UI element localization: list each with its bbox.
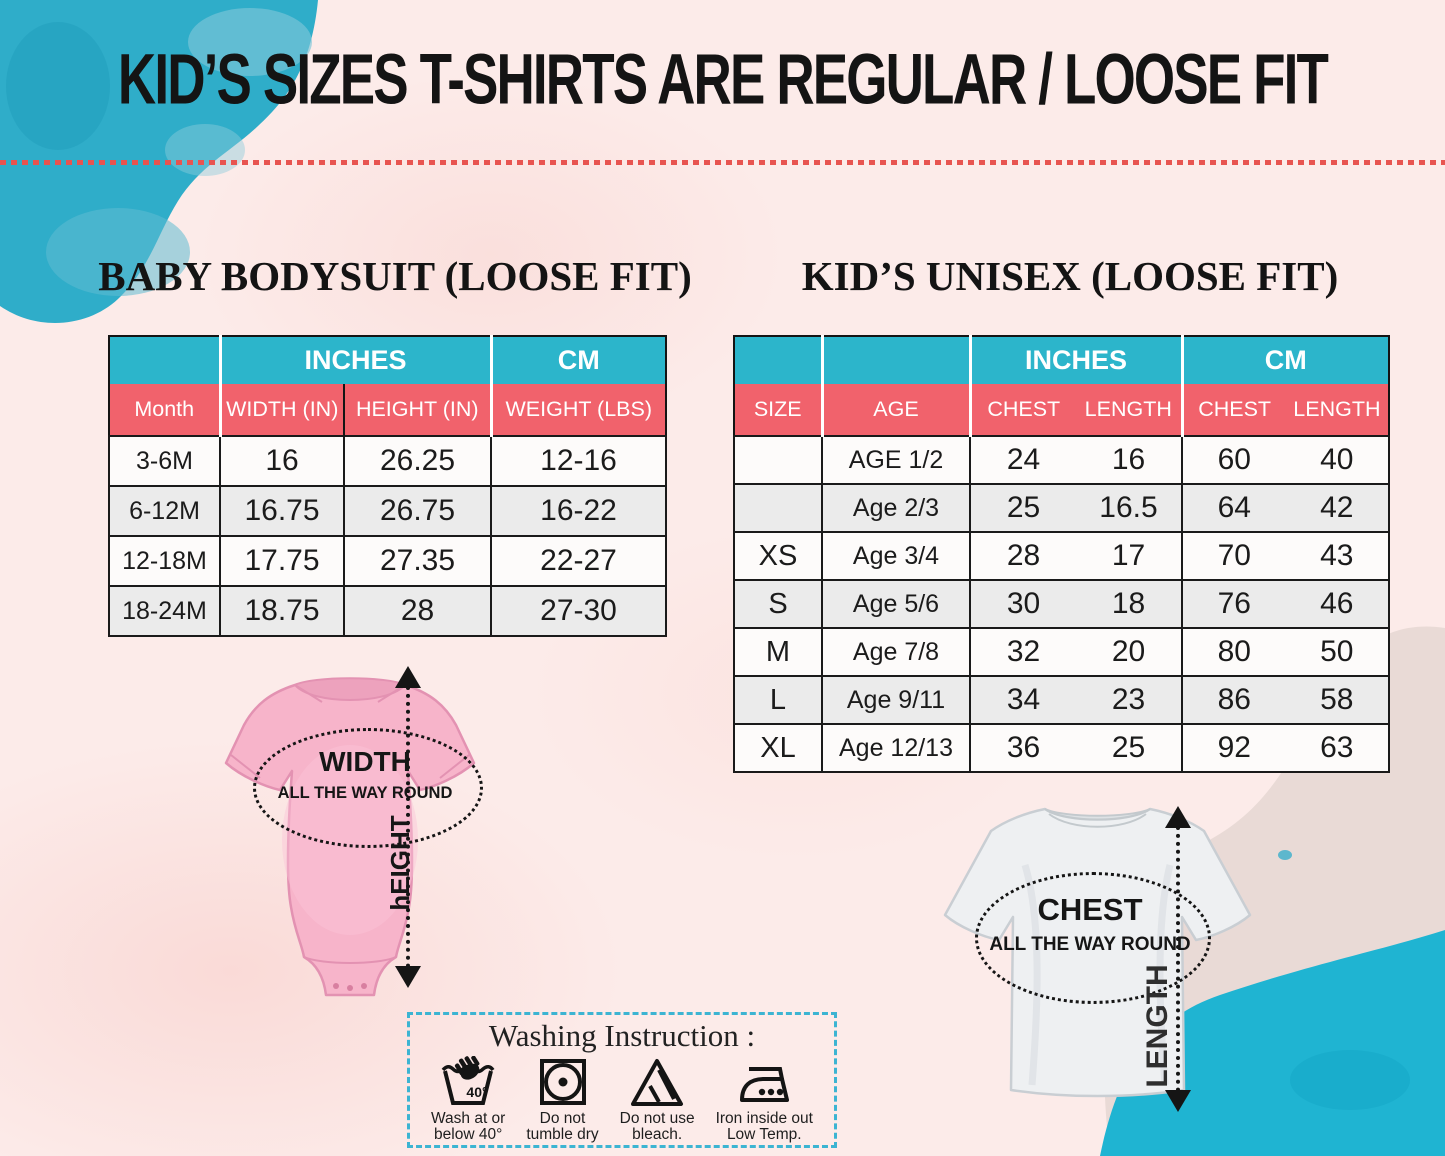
table-column-header-row bbox=[109, 384, 666, 436]
chest-label: CHEST bbox=[1037, 892, 1143, 927]
cell-width: 16.75 bbox=[220, 486, 344, 536]
cell-weight: 22-27 bbox=[491, 536, 666, 586]
cell-month: 3-6M bbox=[109, 436, 220, 486]
wash-label: bleach. bbox=[632, 1126, 683, 1144]
washing-icons-row bbox=[410, 1056, 834, 1144]
cell-weight: 16-22 bbox=[491, 486, 666, 536]
cell-size: L bbox=[734, 676, 822, 724]
cell-length-in: 18 bbox=[1111, 587, 1146, 620]
table-row bbox=[109, 586, 666, 636]
cell-size: S bbox=[734, 580, 822, 628]
blank-header-cell bbox=[822, 336, 970, 384]
table-row bbox=[734, 484, 1389, 532]
cell-weight: 12-16 bbox=[491, 436, 666, 486]
cell-chest-cm: 64 bbox=[1217, 491, 1251, 524]
cell-height: 28 bbox=[344, 586, 491, 636]
wash-instruction-item bbox=[716, 1056, 813, 1144]
kids-unisex-heading: KID’S UNISEX (LOOSE FIT) bbox=[801, 253, 1339, 299]
wash-temp-text: 40° bbox=[466, 1084, 488, 1100]
cell-chest-in: 32 bbox=[1006, 635, 1041, 668]
cell-chest-cm: 86 bbox=[1217, 683, 1251, 716]
cell-weight: 27-30 bbox=[491, 586, 666, 636]
wash-label: Wash at or bbox=[430, 1110, 506, 1127]
cell-chest-in: 28 bbox=[1006, 539, 1041, 572]
width-round-label: ALL THE WAY ROUND bbox=[277, 784, 453, 802]
page-title: KID’S SIZES T-SHIRTS ARE REGULAR / LOOSE FIT bbox=[117, 39, 1328, 120]
column-header-length: LENGTH bbox=[1084, 397, 1172, 421]
height-arrow-down-icon bbox=[395, 966, 421, 988]
table-row bbox=[109, 536, 666, 586]
wash-label: Do not bbox=[539, 1110, 586, 1127]
kids-unisex-size-table bbox=[733, 335, 1390, 773]
table-row bbox=[734, 580, 1389, 628]
cell-length-cm: 63 bbox=[1320, 731, 1354, 764]
wash-instruction-item bbox=[431, 1056, 505, 1144]
column-header-width: WIDTH (IN) bbox=[220, 384, 344, 436]
cell-height: 26.25 bbox=[344, 436, 491, 486]
column-header-month: Month bbox=[109, 384, 220, 436]
wash-label: Iron inside out bbox=[715, 1110, 813, 1127]
cell-length-in: 17 bbox=[1111, 539, 1146, 572]
cell-age: Age 2/3 bbox=[822, 484, 970, 532]
cell-chest-cm: 76 bbox=[1217, 587, 1251, 620]
cell-size: M bbox=[734, 628, 822, 676]
cell-width: 16 bbox=[220, 436, 344, 486]
cell-width: 18.75 bbox=[220, 586, 344, 636]
wash-label: tumble dry bbox=[526, 1126, 599, 1144]
cell-chest-in: 36 bbox=[1006, 731, 1041, 764]
cell-chest-cm: 92 bbox=[1217, 731, 1251, 764]
cell-length-cm: 42 bbox=[1320, 491, 1354, 524]
cell-age: AGE 1/2 bbox=[822, 436, 970, 484]
cell-chest-cm: 80 bbox=[1217, 635, 1251, 668]
table-row bbox=[734, 532, 1389, 580]
cell-width: 17.75 bbox=[220, 536, 344, 586]
cell-month: 12-18M bbox=[109, 536, 220, 586]
column-header-chest-length-cm bbox=[1182, 384, 1389, 436]
cell-size: XL bbox=[734, 724, 822, 772]
cell-height: 26.75 bbox=[344, 486, 491, 536]
column-header-size: SIZE bbox=[734, 384, 822, 436]
height-arrow-up-icon bbox=[395, 666, 421, 688]
baby-bodysuit-size-table bbox=[108, 335, 667, 637]
wash-label: Do not use bbox=[619, 1110, 695, 1127]
cell-month: 6-12M bbox=[109, 486, 220, 536]
cell-chest-in: 25 bbox=[1006, 491, 1041, 524]
cell-length-cm: 40 bbox=[1320, 443, 1354, 476]
washing-instruction-heading: Washing Instruction : bbox=[488, 1018, 756, 1053]
table-row bbox=[734, 676, 1389, 724]
iron-inside-out-icon bbox=[735, 1056, 793, 1108]
cell-chest-in: 30 bbox=[1006, 587, 1041, 620]
cell-size: XS bbox=[734, 532, 822, 580]
cell-height: 27.35 bbox=[344, 536, 491, 586]
cell-chest-cm: 70 bbox=[1217, 539, 1251, 572]
cell-chest-cm: 60 bbox=[1217, 443, 1251, 476]
cell-length-cm: 46 bbox=[1320, 587, 1354, 620]
wash-instruction-item bbox=[526, 1056, 598, 1144]
cell-length-cm: 50 bbox=[1320, 635, 1354, 668]
table-row bbox=[109, 486, 666, 536]
table-row bbox=[734, 436, 1389, 484]
cell-chest-in: 24 bbox=[1006, 443, 1041, 476]
column-header-length: LENGTH bbox=[1293, 397, 1381, 421]
cell-length-in: 25 bbox=[1111, 731, 1146, 764]
cell-age: Age 5/6 bbox=[822, 580, 970, 628]
inches-group-header: INCHES bbox=[970, 336, 1182, 384]
cell-age: Age 7/8 bbox=[822, 628, 970, 676]
cell-length-cm: 43 bbox=[1320, 539, 1354, 572]
column-header-chest: CHEST bbox=[1198, 397, 1272, 421]
length-arrow-up-icon bbox=[1165, 806, 1191, 828]
length-label: LENGTH bbox=[1141, 964, 1174, 1088]
cell-size bbox=[734, 484, 822, 532]
column-header-height: HEIGHT (IN) bbox=[344, 384, 491, 436]
table-row bbox=[109, 436, 666, 486]
cm-group-header: CM bbox=[491, 336, 666, 384]
cell-size bbox=[734, 436, 822, 484]
cell-length-in: 16 bbox=[1111, 443, 1146, 476]
cell-month: 18-24M bbox=[109, 586, 220, 636]
chest-round-label: ALL THE WAY ROUND bbox=[989, 934, 1191, 955]
wash-instruction-item bbox=[620, 1056, 695, 1144]
column-header-chest: CHEST bbox=[987, 397, 1061, 421]
cell-length-in: 23 bbox=[1111, 683, 1146, 716]
table-row bbox=[734, 724, 1389, 772]
column-header-weight: WEIGHT (LBS) bbox=[491, 384, 666, 436]
table-group-header-row bbox=[109, 336, 666, 384]
cell-age: Age 9/11 bbox=[822, 676, 970, 724]
cm-group-header: CM bbox=[1182, 336, 1389, 384]
do-not-bleach-icon bbox=[629, 1056, 685, 1108]
cell-age: Age 12/13 bbox=[822, 724, 970, 772]
table-row bbox=[734, 628, 1389, 676]
blank-header-cell bbox=[734, 336, 822, 384]
cell-length-cm: 58 bbox=[1320, 683, 1354, 716]
baby-bodysuit-heading: BABY BODYSUIT (LOOSE FIT) bbox=[98, 253, 692, 299]
column-header-chest-length-in bbox=[970, 384, 1182, 436]
hand-wash-40-icon bbox=[439, 1056, 497, 1108]
red-dotted-separator bbox=[0, 160, 1445, 165]
cell-age: Age 3/4 bbox=[822, 532, 970, 580]
blank-header-cell bbox=[109, 336, 220, 384]
table-column-header-row bbox=[734, 384, 1389, 436]
inches-group-header: INCHES bbox=[220, 336, 491, 384]
column-header-age: AGE bbox=[822, 384, 970, 436]
cell-chest-in: 34 bbox=[1006, 683, 1041, 716]
wash-label: below 40° bbox=[434, 1126, 503, 1144]
width-label: WIDTH bbox=[319, 746, 411, 777]
height-label: hEIGHT bbox=[385, 815, 415, 911]
do-not-tumble-dry-icon bbox=[537, 1056, 589, 1108]
wash-label: Low Temp. bbox=[726, 1126, 802, 1144]
table-group-header-row bbox=[734, 336, 1389, 384]
cell-length-in: 16.5 bbox=[1099, 491, 1158, 524]
cell-length-in: 20 bbox=[1111, 635, 1146, 668]
length-arrow-line bbox=[1176, 826, 1180, 1092]
